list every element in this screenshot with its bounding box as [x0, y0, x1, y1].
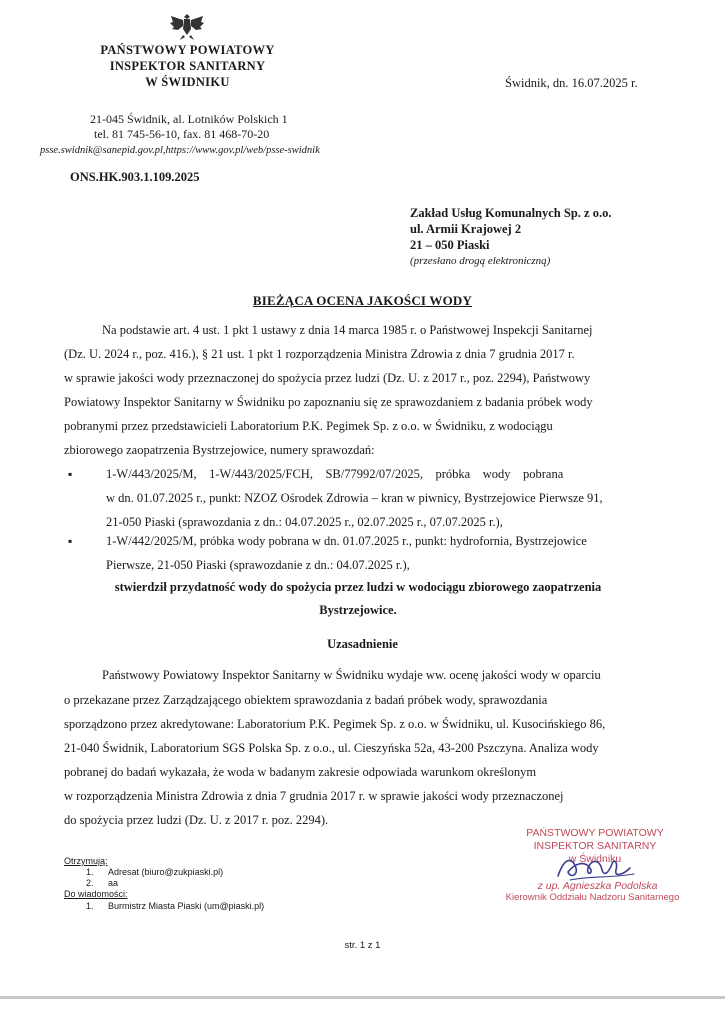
recipient-num: 2.	[86, 878, 94, 888]
handwritten-signature-icon	[550, 850, 640, 884]
cc-label: Do wiadomości:	[64, 889, 128, 899]
intro-line: w sprawie jakości wody przeznaczonej do spożycia przez ludzi (Dz. U. z 2017 r., poz. 2294), Państwowy	[64, 371, 591, 385]
issuer-web: psse.swidnik@sanepid.gov.pl,https://www.gov.pl/web/psse-swidnik	[40, 145, 320, 156]
list-item	[68, 529, 652, 577]
bullet-line: 21-050 Piaski (sprawozdania z dn.: 04.07.2025 r., 02.07.2025 r., 07.07.2025 r.),	[106, 515, 503, 529]
issuer-line-2: INSPEKTOR SANITARNY	[109, 59, 266, 73]
justification-line: do spożycia przez ludzi (Dz. U. z 2017 r. poz. 2294).	[64, 813, 329, 827]
justification-line: w rozporządzenia Ministra Zdrowia z dnia 7 grudnia 2017 r. w sprawie jakości wody przeznaczonej	[64, 789, 564, 803]
justification-heading: Uzasadnienie	[327, 637, 398, 651]
recipient-entry: Adresat (biuro@zukpiaski.pl)	[108, 867, 224, 877]
list-item	[68, 462, 652, 534]
recipient-entry: aa	[108, 878, 119, 888]
justification-line: 21-040 Świdnik, Laboratorium SGS Polska Sp. z o.o., ul. Cieszyńska 52a, 43-200 Pszczyna. Analiza wody	[64, 741, 599, 755]
intro-line: Powiatowy Inspektor Sanitarny w Świdniku po zapoznaniu się ze sprawozdaniem z badania próbek wody	[64, 395, 593, 409]
eagle-emblem-icon	[168, 10, 206, 42]
justification-line: pobranej do badań wykazała, że woda w badanym zakresie odpowiada warunkom określonym	[64, 765, 537, 779]
stamp-line: INSPEKTOR SANITARNY	[533, 840, 657, 852]
recipient-num: 1.	[86, 867, 94, 877]
issuer-line-1: PAŃSTWOWY POWIATOWY	[100, 43, 275, 57]
bullet-line: 1-W/442/2025/M, próbka wody pobrana w dn. 01.07.2025 r., punkt: hydrofornia, Bystrzejowice	[106, 534, 587, 548]
recipients-label: Otrzymują:	[64, 856, 108, 866]
document-title: BIEŻĄCA OCENA JAKOŚCI WODY	[252, 293, 473, 308]
document-date: Świdnik, dn. 16.07.2025 r.	[505, 76, 638, 90]
issuer-address: 21-045 Świdnik, al. Lotników Polskich 1	[90, 112, 288, 126]
recipient-name: Zakład Usług Komunalnych Sp. z o.o.	[410, 206, 612, 220]
recipient-street: ul. Armii Krajowej 2	[410, 222, 522, 236]
issuer-line-3: W ŚWIDNIKU	[145, 75, 230, 89]
bullet-line: 1-W/443/2025/M, 1-W/443/2025/FCH, SB/77992/07/2025, próbka wody pobrana	[106, 467, 564, 481]
bottom-divider	[0, 996, 725, 999]
issuer-phone: tel. 81 745-56-10, fax. 81 468-70-20	[94, 127, 270, 141]
stamp-line: PAŃSTWOWY POWIATOWY	[526, 827, 664, 839]
justification-line-text: Państwowy Powiatowy Inspektor Sanitarny w Świdniku wydaje ww. ocenę jakości wody w oparciu	[102, 668, 601, 682]
cc-entry: Burmistrz Miasta Piaski (um@piaski.pl)	[108, 901, 265, 911]
stamp-line: w Świdniku	[568, 853, 622, 865]
bullet-line: w dn. 01.07.2025 r., punkt: NZOZ Ośrodek Zdrowia – kran w piwnicy, Bystrzejowice Pierwsze 91,	[106, 491, 603, 505]
cc-num: 1.	[86, 901, 94, 911]
intro-line: (Dz. U. 2024 r., poz. 416.), § 21 ust. 1 pkt 1 rozporządzenia Ministra Zdrowia z dnia 7 grudnia 2017 r.	[64, 347, 575, 361]
stamp-signer: z up. Agnieszka Podolska	[537, 880, 658, 892]
case-number: ONS.HK.903.1.109.2025	[70, 170, 200, 184]
statement-line: Bystrzejowice.	[319, 603, 397, 617]
intro-line: zbiorowego zaopatrzenia Bystrzejowice, numery sprawozdań:	[64, 443, 375, 457]
bullet-line: Pierwsze, 21-050 Piaski (sprawozdanie z dn.: 04.07.2025 r.),	[106, 558, 410, 572]
justification-line: o przekazane przez Zarządzającego obiektem sprawozdania z badań próbek wody, sprawozdania	[64, 693, 548, 707]
stamp-role: Kierownik Oddziału Nadzoru Sanitarnego	[505, 892, 680, 903]
recipient-city: 21 – 050 Piaski	[410, 238, 490, 252]
intro-line	[64, 318, 652, 342]
bullet-icon: ▪	[68, 467, 73, 481]
justification-line: sporządzono przez akredytowane: Laboratorium P.K. Pegimek Sp. z o.o. w Świdniku, ul. Kusocińskiego 86,	[64, 717, 606, 731]
page-number: str. 1 z 1	[344, 940, 381, 951]
recipient-note: (przesłano drogą elektroniczną)	[410, 255, 551, 267]
intro-line-text: Na podstawie art. 4 ust. 1 pkt 1 ustawy z dnia 14 marca 1985 r. o Państwowej Inspekcji Sanitarnej	[102, 323, 593, 337]
bullet-icon: ▪	[68, 534, 73, 548]
statement-line: stwierdził przydatność wody do spożycia przez ludzi w wodociągu zbiorowego zaopatrzenia	[114, 580, 602, 594]
justification-line	[64, 663, 652, 687]
intro-line: pobranymi przez przedstawicieli Laboratorium P.K. Pegimek Sp. z o.o. w Świdniku, z wodociągu	[64, 419, 553, 433]
